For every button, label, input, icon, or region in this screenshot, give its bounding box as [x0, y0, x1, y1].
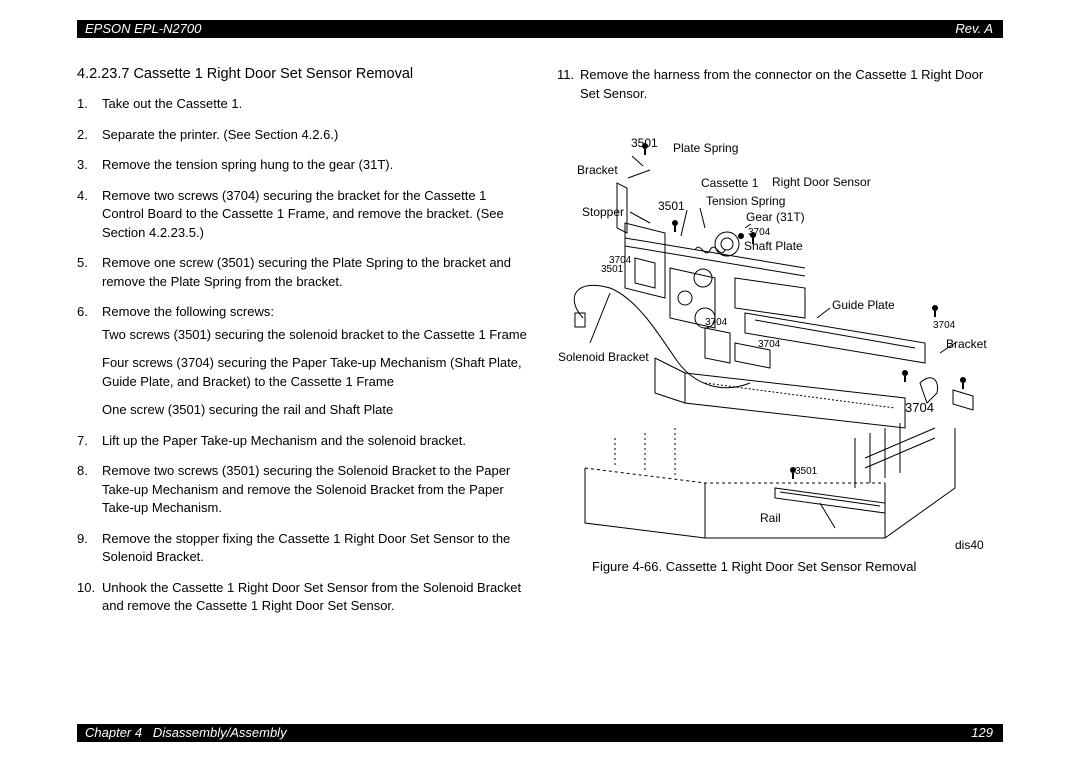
footer-chapter: Chapter 4 Disassembly/Assembly	[85, 725, 287, 740]
step-text: Take out the Cassette 1.	[102, 96, 243, 111]
step-8	[77, 462, 527, 518]
label-gear: Gear (31T)	[746, 210, 805, 224]
step-6-sublist	[102, 326, 527, 420]
page-number: 129	[971, 725, 993, 740]
label-guide-plate: Guide Plate	[832, 298, 895, 312]
step-4	[77, 187, 527, 243]
step-2	[77, 126, 527, 145]
label-rail: Rail	[760, 511, 781, 525]
step-text: Remove two screws (3704) securing the bracket for the Cassette 1 Control Board to the Cassette 1 Frame, and remove the bracket. (See Section 4.2.23.5.)	[102, 187, 504, 240]
step-text: Remove the stopper fixing the Cassette 1 Right Door Set Sensor to the Solenoid Bracket.	[102, 530, 511, 564]
step-9	[77, 530, 527, 567]
exploded-diagram	[555, 128, 1005, 553]
step-number: 3.	[77, 157, 88, 172]
sub-item: Two screws (3501) securing the solenoid bracket to the Cassette 1 Frame	[102, 326, 527, 342]
sub-item: Four screws (3704) securing the Paper Take-up Mechanism (Shaft Plate, Guide Plate, and Bracket) to the Cassette 1 Frame	[102, 355, 522, 389]
step-number: 11.	[557, 67, 575, 82]
step-number: 10.	[77, 579, 96, 595]
label-3501: 3501	[795, 466, 818, 477]
step-text: Remove one screw (3501) securing the Plate Spring to the bracket and remove the Plate Spring from the bracket.	[102, 255, 512, 289]
step-10	[77, 579, 527, 616]
section-number: 4.2.23.7	[77, 66, 130, 82]
step-3	[77, 156, 527, 175]
header-title: EPSON EPL-N2700	[85, 21, 202, 36]
sub-item: One screw (3501) securing the rail and Shaft Plate	[102, 402, 394, 417]
header-revision: Rev. A	[955, 21, 993, 36]
page-header-bar	[77, 20, 1003, 38]
label-3704: 3704	[758, 339, 781, 350]
label-shaft-plate: Shaft Plate	[744, 239, 803, 253]
procedure-steps	[77, 95, 527, 628]
step-text: Unhook the Cassette 1 Right Door Set Sensor from the Solenoid Bracket and remove the Cassette 1 Right Door Set Sensor.	[102, 579, 522, 613]
label-3704: 3704	[609, 255, 632, 266]
step-number: 8.	[77, 463, 88, 478]
label-3704: 3704	[933, 320, 956, 331]
label-cassette-1: Cassette 1	[701, 176, 759, 190]
step-number: 7.	[77, 432, 88, 448]
label-3501: 3501	[601, 264, 624, 275]
step-number: 1.	[77, 96, 88, 111]
figure-caption: Figure 4-66. Cassette 1 Right Door Set Sensor Removal	[592, 559, 917, 574]
drawing-id: dis40	[955, 538, 984, 552]
step-number: 2.	[77, 126, 88, 142]
label-3704: 3704	[748, 227, 771, 238]
label-3704: 3704	[905, 400, 934, 415]
label-bracket-right: Bracket	[946, 337, 987, 351]
section-heading	[77, 66, 413, 82]
step-text: Remove the following screws:	[102, 304, 274, 319]
label-stopper: Stopper	[582, 205, 625, 219]
label-3704: 3704	[705, 317, 728, 328]
label-tension-spring: Tension Spring	[706, 194, 786, 208]
label-right-door-sensor: Right Door Sensor	[772, 175, 871, 189]
step-number: 6.	[77, 304, 88, 319]
step-number: 9.	[77, 530, 88, 546]
label-3501: 3501	[631, 136, 658, 150]
step-11	[557, 66, 997, 103]
step-text: Remove the harness from the connector on the Cassette 1 Right Door Set Sensor.	[580, 67, 984, 101]
step-text: Separate the printer. (See Section 4.2.6.)	[102, 126, 339, 142]
step-number: 4.	[77, 187, 88, 203]
step-1	[77, 95, 527, 114]
step-text: Lift up the Paper Take-up Mechanism and the solenoid bracket.	[102, 432, 466, 448]
page-footer-bar	[77, 724, 1003, 742]
step-text: Remove the tension spring hung to the gear (31T).	[102, 157, 394, 172]
step-6	[77, 303, 527, 420]
step-text: Remove two screws (3501) securing the Solenoid Bracket to the Paper Take-up Mechanism and remove the Solenoid Bracket from the Paper Take-up Mechanism.	[102, 463, 511, 515]
label-3501: 3501	[658, 199, 685, 213]
step-7	[77, 432, 527, 451]
step-5	[77, 254, 527, 291]
label-solenoid-bracket: Solenoid Bracket	[558, 350, 649, 364]
label-plate-spring: Plate Spring	[673, 141, 739, 155]
step-number: 5.	[77, 255, 88, 270]
section-title: Cassette 1 Right Door Set Sensor Removal	[133, 66, 414, 82]
label-bracket-left: Bracket	[577, 163, 618, 177]
